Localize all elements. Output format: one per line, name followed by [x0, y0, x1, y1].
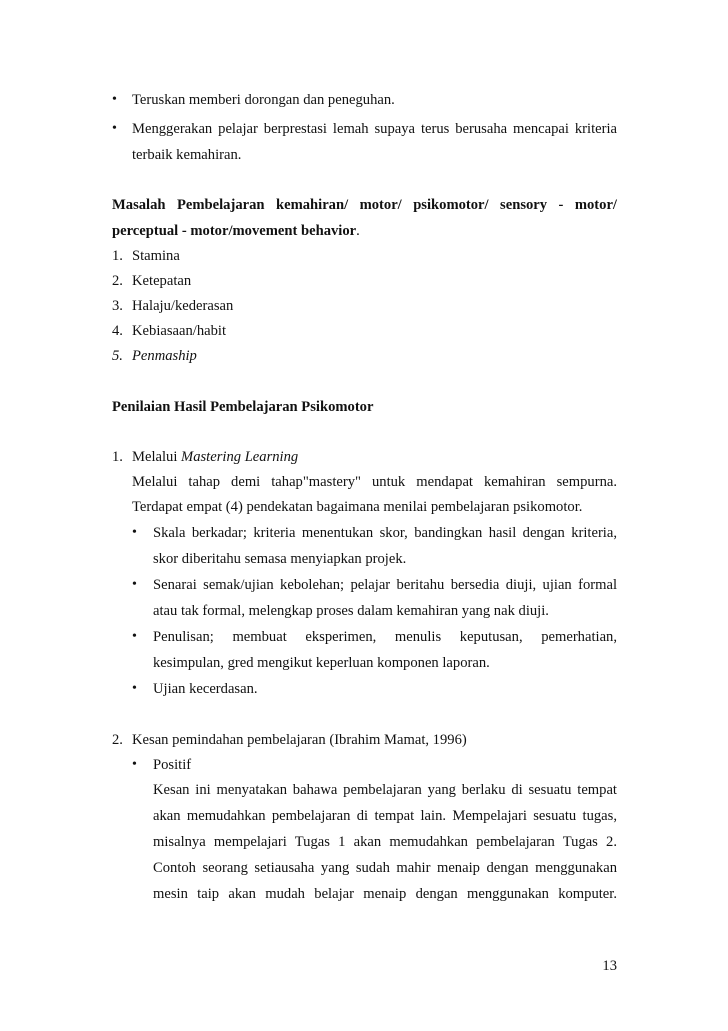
sub-bullet-1-line2: skor diberitahu semasa menyiapkan projek.	[153, 551, 407, 567]
list-number: 3.	[112, 298, 123, 314]
item2-para-line2: akan memudahkan pembelajaran di tempat lain. Mempelajari sesuatu tugas,	[153, 808, 617, 824]
bullet-glyph: •	[112, 92, 117, 107]
sub-bullet-3-line2: kesimpulan, gred mengikut keperluan komponen laporan.	[153, 655, 490, 671]
list-number: 2.	[112, 273, 123, 289]
item2-bullet-label: Positif	[153, 757, 192, 773]
list-number: 1.	[112, 449, 123, 465]
list-number: 2.	[112, 732, 123, 748]
item2-para-line1: Kesan ini menyatakan bahawa pembelajaran yang berlaku di sesuatu tempat	[153, 782, 617, 798]
list-item: Penmaship	[132, 348, 197, 364]
item2-para-line3: misalnya mempelajari Tugas 1 akan memudahkan pembelajaran Tugas 2.	[153, 834, 617, 850]
item2-para-line5: mesin taip akan mudah belajar menaip dengan menggunakan komputer.	[153, 886, 617, 902]
list-item: Ketepatan	[132, 273, 192, 289]
list-item: Kebiasaan/habit	[132, 323, 227, 339]
list-item: Halaju/kederasan	[132, 298, 234, 314]
list-item: Stamina	[132, 248, 180, 264]
item2-para-line4: Contoh seorang setiausaha yang sudah mahir menaip dengan menggunakan	[153, 860, 617, 876]
sub-bullet-3-line1: Penulisan; membuat eksperimen, menulis keputusan, pemerhatian,	[153, 629, 617, 645]
section-heading-masalah-line2: perceptual - motor/movement behavior.	[112, 223, 360, 239]
top-bullet-2-line2: terbaik kemahiran.	[132, 147, 242, 163]
list-number: 5.	[112, 348, 123, 364]
top-bullet-1: Teruskan memberi dorongan dan peneguhan.	[132, 92, 395, 108]
bullet-glyph: •	[132, 757, 137, 772]
bullet-glyph: •	[132, 629, 137, 644]
list-number: 4.	[112, 323, 123, 339]
item1-label: Melalui Mastering Learning	[132, 449, 299, 465]
page-number: 13	[602, 958, 617, 974]
bullet-glyph: •	[132, 681, 137, 696]
sub-bullet-2-line1: Senarai semak/ujian kebolehan; pelajar beritahu bersedia diuji, ujian formal	[153, 577, 617, 593]
bullet-glyph: •	[132, 525, 137, 540]
item2-label: Kesan pemindahan pembelajaran (Ibrahim Mamat, 1996)	[132, 732, 467, 748]
sub-bullet-4: Ujian kecerdasan.	[153, 681, 258, 697]
sub-bullet-1-line1: Skala berkadar; kriteria menentukan skor, bandingkan hasil dengan kriteria,	[153, 525, 617, 541]
top-bullet-2-line1: Menggerakan pelajar berprestasi lemah supaya terus berusaha mencapai kriteria	[132, 121, 617, 137]
list-number: 1.	[112, 248, 123, 264]
item1-desc-line1: Melalui tahap demi tahap"mastery" untuk mendapat kemahiran sempurna.	[132, 474, 617, 490]
section-heading-masalah-line1: Masalah Pembelajaran kemahiran/ motor/ psikomotor/ sensory - motor/	[112, 197, 617, 213]
bullet-glyph: •	[112, 121, 117, 136]
bullet-glyph: •	[132, 577, 137, 592]
sub-bullet-2-line2: atau tak formal, melengkap proses dalam kemahiran yang nak diuji.	[153, 603, 549, 619]
item1-desc-line2: Terdapat empat (4) pendekatan bagaimana menilai pembelajaran psikomotor.	[132, 499, 583, 515]
section-heading-penilaian: Penilaian Hasil Pembelajaran Psikomotor	[112, 399, 374, 415]
